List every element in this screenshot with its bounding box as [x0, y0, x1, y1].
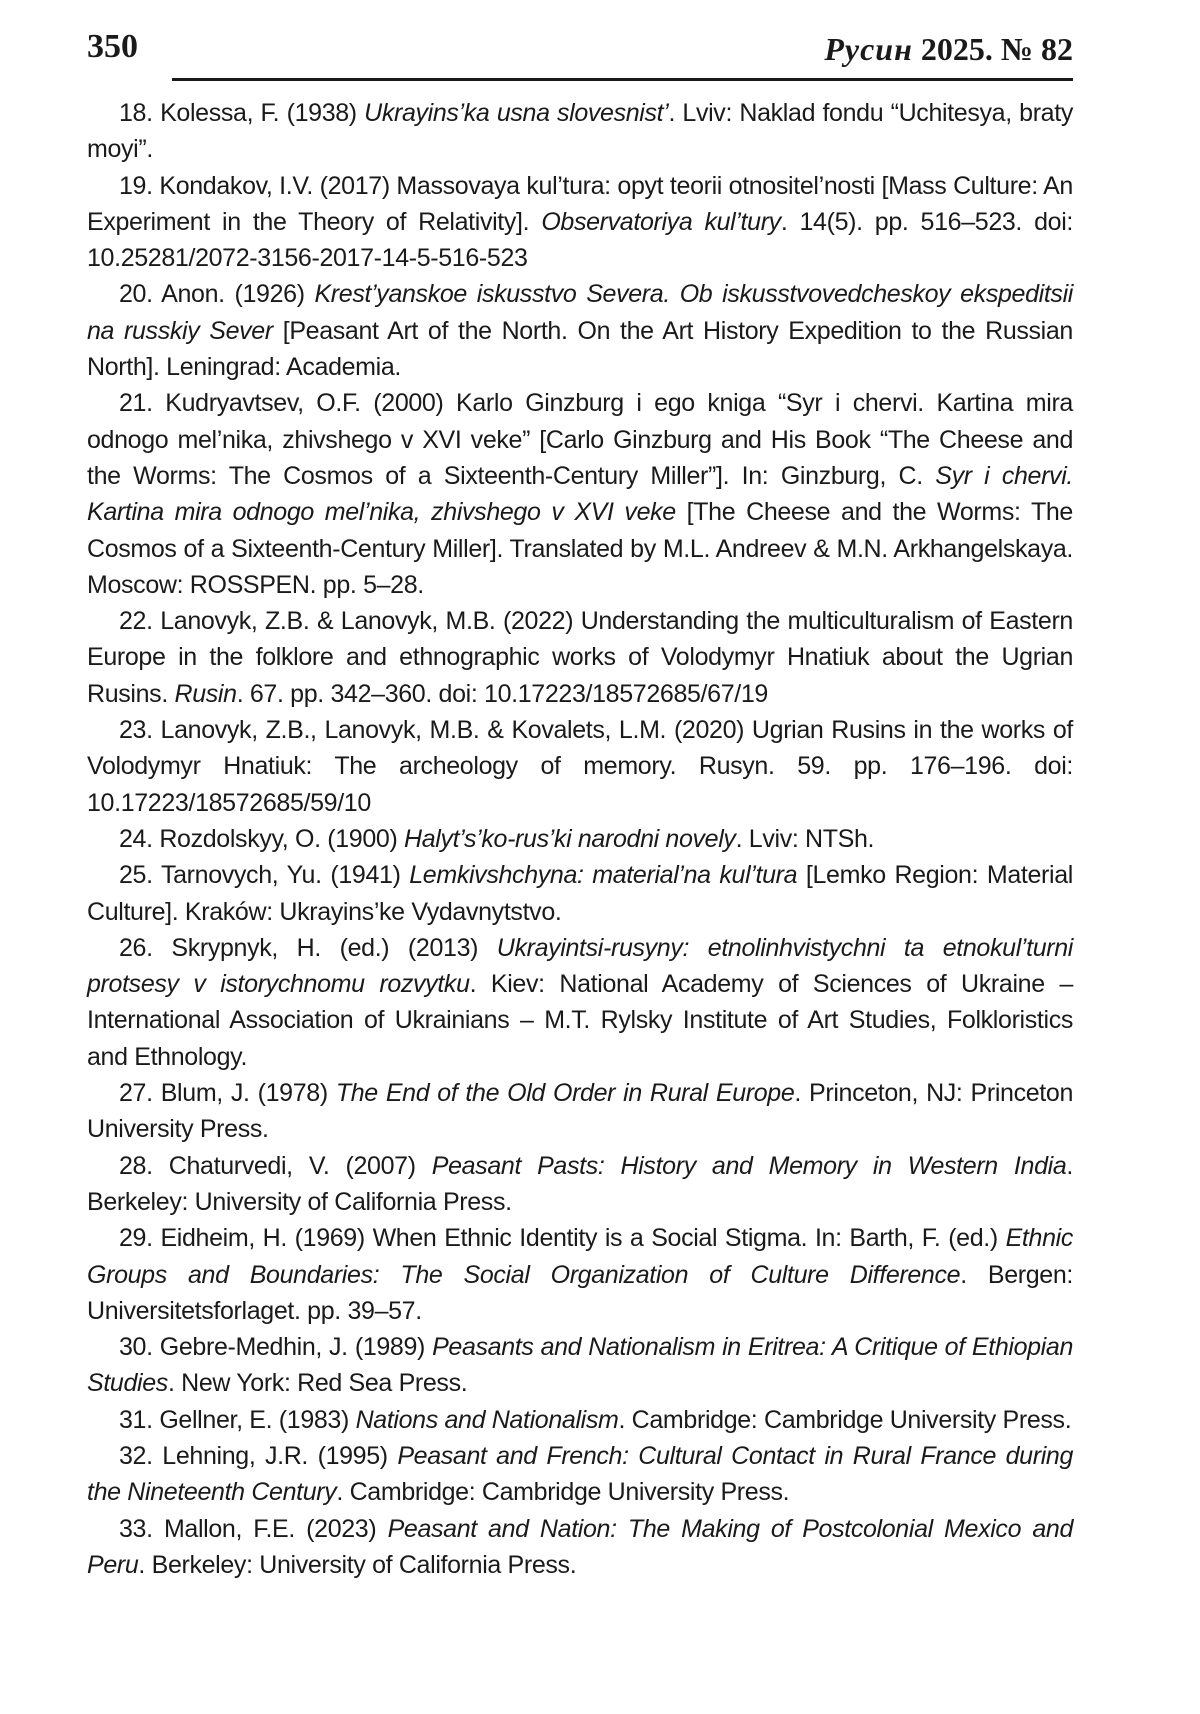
reference-title: Ukrayintsi-rusyny: etnolinhvistychni ta etnokul’turni protsesy v istorychnomu rozvytku	[87, 933, 1073, 999]
reference-text: Lanovyk, Z.B. & Lanovyk, M.B. (2022) Understanding the multiculturalism of Eastern Europe in the folklore and ethnographic works of Volodymyr Hnatiuk about the Ugrian Rusins.	[87, 607, 1073, 708]
reference-title: Rusin	[174, 679, 237, 708]
reference-text: Kolessa, F. (1938)	[160, 99, 365, 127]
reference-item	[87, 1148, 1073, 1221]
reference-text: . Cambridge: Cambridge University Press.	[336, 1478, 790, 1507]
reference-text: Mallon, F.E. (2023)	[163, 1514, 388, 1543]
reference-item	[87, 276, 1073, 385]
reference-number: 18.	[119, 99, 153, 127]
reference-text: . Bergen: Universitetsforlaget. pp. 39–57.	[87, 1260, 1073, 1325]
reference-text: . Princeton, NJ: Princeton University Press.	[87, 1079, 1073, 1144]
reference-item	[87, 1511, 1073, 1584]
reference-number: 31.	[119, 1405, 153, 1434]
running-head	[87, 28, 1073, 80]
reference-title: Nations and Nationalism	[355, 1405, 619, 1434]
reference-text: [Peasant Art of the North. On the Art History Expedition to the Russian North]. Leningrad: Academia.	[87, 316, 1073, 382]
reference-text: . Berkeley: University of California Press.	[138, 1550, 577, 1579]
reference-item	[87, 1402, 1073, 1438]
reference-item	[87, 1329, 1073, 1402]
reference-title: Peasant Pasts: History and Memory in Western India	[431, 1151, 1067, 1180]
reference-number: 25.	[119, 861, 153, 890]
reference-title: Peasant and Nation: The Making of Postcolonial Mexico and Peru	[87, 1514, 1073, 1579]
reference-item	[87, 385, 1073, 603]
reference-text: Blum, J. (1978)	[160, 1079, 336, 1108]
reference-text: [Lemko Region: Material Culture]. Kraków: Ukrayins’ke Vydavnytstvo.	[87, 861, 1073, 926]
reference-item	[87, 603, 1073, 712]
reference-number: 30.	[119, 1333, 153, 1362]
header-rule	[172, 78, 1073, 81]
reference-item	[87, 712, 1073, 821]
reference-item	[87, 1220, 1073, 1329]
reference-text: Skrypnyk, H. (ed.) (2013)	[171, 933, 497, 962]
reference-text: . Lviv: Naklad fondu “Uchitesya, braty moyi”.	[87, 99, 1073, 164]
reference-text: [The Cheese and the Worms: The Cosmos of a Sixteenth-Century Miller]. Translated by M.L. Andreev & M.N. Arkhangelskaya. Moscow: ROSSPEN. pp. 5–28.	[87, 498, 1073, 599]
journal-title	[824, 30, 1073, 68]
reference-item	[87, 1075, 1073, 1148]
reference-text: Kudryavtsev, O.F. (2000) Karlo Ginzburg i ego kniga “Syr i chervi. Kartina mira odnogo mel’nika, zhivshego v XVI veke” [Carlo Ginzburg and His Book “The Cheese and the Worms: The Cosmos of a Sixteenth-Century Miller”]. In: Ginzburg, C.	[87, 389, 1073, 490]
journal-issue: 2025. № 82	[920, 31, 1073, 67]
reference-list	[87, 95, 1073, 1583]
reference-title: Lemkivshchyna: material’na kul’tura	[409, 861, 798, 890]
reference-text: . New York: Red Sea Press.	[167, 1369, 468, 1398]
reference-title: Ukrayins’ka usna slovesnist’	[364, 99, 669, 127]
reference-text: Rozdolskyy, O. (1900)	[159, 824, 405, 853]
reference-number: 24.	[119, 824, 153, 853]
reference-text: . Berkeley: University of California Press.	[87, 1151, 1073, 1216]
reference-item	[87, 168, 1073, 277]
journal-name: Русин	[824, 31, 913, 67]
reference-item	[87, 1438, 1073, 1511]
reference-text: . 14(5). pp. 516–523. doi: 10.25281/2072-3156-2017-14-5-516-523	[87, 207, 1073, 273]
reference-number: 19.	[119, 171, 153, 200]
reference-title: Ethnic Groups and Boundaries: The Social Organization of Culture Difference	[87, 1224, 1073, 1289]
reference-number: 27.	[119, 1079, 153, 1108]
reference-title: Krest’yanskoe iskusstvo Severa. Ob iskusstvovedcheskoy ekspeditsii na russkiy Sever	[87, 280, 1073, 345]
reference-text: Anon. (1926)	[161, 280, 315, 309]
reference-text: Eidheim, H. (1969) When Ethnic Identity is a Social Stigma. In: Barth, F. (ed.)	[160, 1224, 1006, 1253]
reference-title: The End of the Old Order in Rural Europe	[335, 1079, 795, 1108]
reference-text: Gellner, E. (1983)	[159, 1405, 356, 1434]
reference-number: 32.	[119, 1441, 153, 1470]
reference-text: . 67. pp. 342–360. doi: 10.17223/18572685/67/19	[236, 679, 768, 708]
reference-text: Tarnovych, Yu. (1941)	[160, 861, 410, 890]
reference-title: Observatoriya kul’tury	[541, 207, 781, 236]
reference-title: Halyt’s’ko-rus’ki narodni novely	[404, 824, 736, 853]
reference-text: Lehning, J.R. (1995)	[162, 1441, 398, 1470]
reference-item	[87, 821, 1073, 857]
reference-text: . Kiev: National Academy of Sciences of Ukraine – International Association of Ukrainians – M.T. Rylsky Institute of Art Studies, Folkloristics and Ethnology.	[87, 970, 1073, 1071]
reference-number: 23.	[119, 716, 153, 745]
reference-number: 20.	[119, 280, 153, 309]
reference-item	[87, 95, 1073, 168]
reference-text: Chaturvedi, V. (2007)	[168, 1151, 432, 1180]
reference-item	[87, 857, 1073, 930]
reference-title: Syr i chervi. Kartina mira odnogo mel’nika, zhivshego v XVI veke	[87, 461, 1073, 527]
reference-text: . Cambridge: Cambridge University Press.	[618, 1405, 1072, 1434]
reference-text: Lanovyk, Z.B., Lanovyk, M.B. & Kovalets, L.M. (2020) Ugrian Rusins in the works of Volodymyr Hnatiuk: The archeology of memory. Rusyn. 59. pp. 176–196. doi: 10.17223/18572685/59/10	[87, 716, 1073, 817]
reference-text: Gebre-Medhin, J. (1989)	[159, 1333, 433, 1362]
reference-text: . Lviv: NTSh.	[735, 824, 875, 853]
reference-number: 33.	[119, 1514, 153, 1543]
reference-title: Peasant and French: Cultural Contact in Rural France during the Nineteenth Century	[87, 1441, 1073, 1507]
reference-title: Peasants and Nationalism in Eritrea: A Critique of Ethiopian Studies	[87, 1333, 1073, 1398]
reference-number: 29.	[119, 1224, 153, 1253]
reference-number: 28.	[119, 1151, 153, 1180]
reference-number: 21.	[119, 389, 153, 418]
reference-number: 26.	[119, 933, 153, 962]
page-number: 350	[87, 28, 138, 65]
reference-number: 22.	[119, 607, 153, 636]
reference-text: Kondakov, I.V. (2017) Massovaya kul’tura: opyt teorii otnositel’nosti [Mass Culture: An Experiment in the Theory of Relativity].	[87, 171, 1073, 236]
reference-item	[87, 930, 1073, 1075]
